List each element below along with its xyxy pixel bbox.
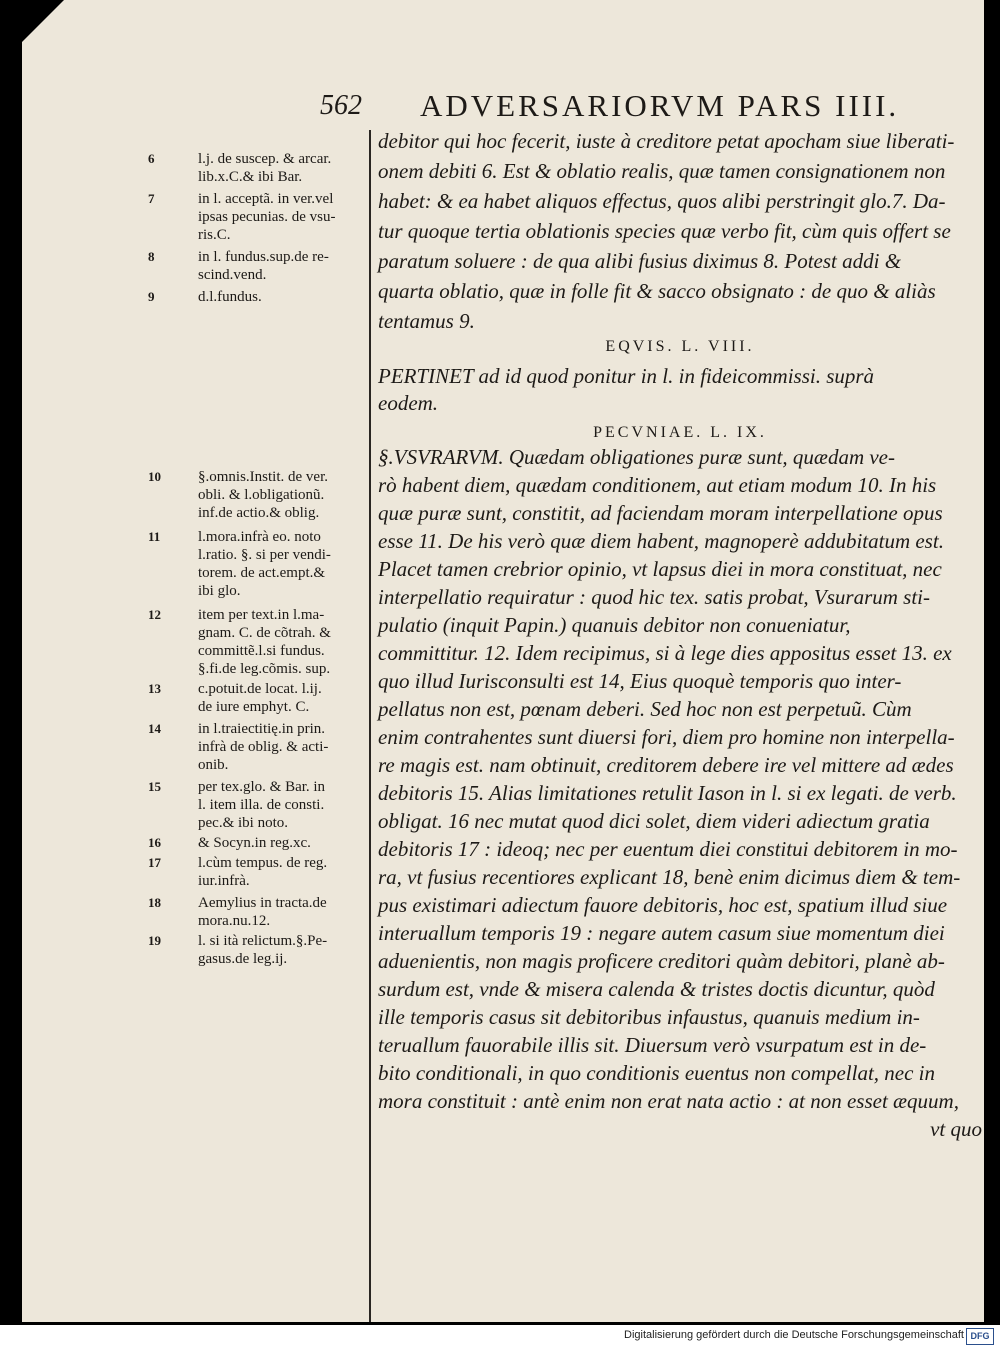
- note-number: 16: [148, 835, 161, 850]
- note-text: gasus.de leg.ij.: [198, 951, 288, 967]
- book-page: [22, 0, 984, 1322]
- column-divider: [369, 130, 371, 1322]
- note-text: lib.x.C.& ibi Bar.: [198, 169, 303, 185]
- text-line: ra, vt fusius recentiores explicant 18, benè enim dicimus diem & tem-: [378, 865, 961, 889]
- note-text: item per text.in l.ma-: [198, 607, 325, 623]
- note-text: pec.& ibi noto.: [198, 815, 288, 831]
- note-text: l.mora.infrà eo. noto: [198, 529, 321, 545]
- text-line: eodem.: [378, 391, 439, 415]
- text-line: mora constituit : antè enim non erat nata actio : at non esset æquum,: [378, 1089, 959, 1113]
- note-text: committẽ.l.si fundus.: [198, 643, 325, 659]
- note-text: inf.de actio.& oblig.: [198, 505, 320, 521]
- text-line: committitur. 12. Idem recipimus, si à lege dies appositus esset 13. ex: [378, 641, 952, 665]
- text-line: tur quoque tertia oblationis species quæ verbo fit, cùm quis offert se: [378, 219, 951, 243]
- note-number: 9: [148, 289, 155, 304]
- text-line: pellatus non est, pœnam deberi. Sed hoc non est perpetuũ. Cùm: [378, 697, 912, 721]
- note-number: 7: [148, 191, 155, 206]
- note-text: ibi glo.: [198, 583, 241, 599]
- text-line: §.VSVRARVM. Quædam obligationes puræ sunt, quædam ve-: [378, 445, 895, 469]
- note-text: obli. & l.obligationũ.: [198, 487, 325, 503]
- note-text: l.j. de suscep. & arcar.: [198, 151, 332, 167]
- note-number: 10: [148, 469, 161, 484]
- note-text: de iure emphyt. C.: [198, 699, 310, 715]
- note-number: 15: [148, 779, 161, 794]
- note-text: torem. de act.empt.&: [198, 565, 326, 581]
- note-text: iur.infrà.: [198, 873, 250, 889]
- text-line: debitoris 15. Alias limitationes retulit Iason in l. si ex legati. de verb.: [378, 781, 957, 805]
- note-number: 17: [148, 855, 161, 870]
- text-line: paratum soluere : de qua alibi fusius diximus 8. Potest addi &: [378, 249, 902, 273]
- note-text: scind.vend.: [198, 267, 267, 283]
- note-text: l.cùm tempus. de reg.: [198, 855, 328, 871]
- text-line: re magis est. nam obtinuit, creditorem debere ire vel mittere ad ædes: [378, 753, 954, 777]
- note-text: l. item illa. de consti.: [198, 797, 325, 813]
- note-text: infrà de oblig. & acti-: [198, 739, 329, 755]
- text-line: tentamus 9.: [378, 309, 475, 333]
- text-line: quo illud Iurisconsulti est 14, Eius quoquè temporis quo inter-: [378, 669, 902, 693]
- note-text: in l. acceptã. in ver.vel: [198, 191, 334, 207]
- note-text: §.fi.de leg.cõmis. sup.: [198, 661, 331, 677]
- text-line: teruallum fauorabile illis sit. Diuersum verò vsurpatum est in de-: [378, 1033, 927, 1057]
- text-line: aduenientis, non magis proficere creditori quàm debitori, planè ab-: [378, 949, 945, 973]
- text-line: onem debiti 6. Est & oblatio realis, quæ tamen consignationem non: [378, 159, 946, 183]
- note-text: in l.traiectitię.in prin.: [198, 721, 326, 737]
- section-heading: EQVIS. L. VIII.: [605, 338, 755, 355]
- note-text: c.potuit.de locat. l.ij.: [198, 681, 322, 697]
- text-line: surdum est, vnde & misera calenda & tristes doctis dicuntur, quòd: [378, 977, 935, 1001]
- note-number: 14: [148, 721, 161, 736]
- catchword: vt quo: [930, 1117, 982, 1141]
- text-line: interuallum temporis 19 : negare autem casum siue momentum diei: [378, 921, 945, 945]
- note-number: 18: [148, 895, 161, 910]
- text-line: pulatio (inquit Papin.) quanuis debitor non conueniatur,: [378, 613, 851, 637]
- text-line: quarta oblatio, quæ in folle fit & sacco obsignato : de quo & aliàs: [378, 279, 936, 303]
- note-text: onib.: [198, 757, 229, 773]
- text-line: bito conditionali, in quo conditionis euentus non compellat, nec in: [378, 1061, 936, 1085]
- note-text: l.ratio. §. si per vendi-: [198, 547, 331, 563]
- note-text: ris.C.: [198, 227, 231, 243]
- dfg-logo: DFG: [966, 1328, 994, 1345]
- note-text: gnam. C. de cõtrah. &: [198, 625, 331, 641]
- text-line: interpellatio requiratur : quod hic tex. satis probat, Vsurarum sti-: [378, 585, 931, 609]
- text-line: rò habent diem, quædam conditionem, aut etiam modum 10. In his: [378, 473, 937, 497]
- text-line: esse 11. De his verò quæ diem habent, magnoperè addubitatum est.: [378, 529, 944, 553]
- text-line: enim contrahentes sunt diuersi fori, diem pro homine non interpella-: [378, 725, 955, 749]
- note-number: 8: [148, 249, 155, 264]
- note-text: & Socyn.in reg.xc.: [198, 835, 311, 851]
- note-number: 12: [148, 607, 161, 622]
- text-line: habet: & ea habet aliquos effectus, quos alibi perstringit glo.7. Da-: [378, 189, 946, 213]
- page-number: 562: [320, 90, 362, 121]
- text-line: debitor qui hoc fecerit, iuste à creditore petat apocham siue liberati-: [378, 129, 955, 153]
- note-number: 13: [148, 681, 161, 696]
- note-text: mora.nu.12.: [198, 913, 271, 929]
- page-header: [320, 88, 960, 124]
- text-line: debitoris 17 : ideoq; nec per euentum diei constitui debitorem in mo-: [378, 837, 958, 861]
- funding-credit: Digitalisierung gefördert durch die Deutsche Forschungsgemeinschaft: [624, 1329, 964, 1341]
- text-line: PERTINET ad id quod ponitur in l. in fideicommissi. suprà: [378, 364, 875, 388]
- note-number: 6: [148, 151, 155, 166]
- note-text: Aemylius in tracta.de: [198, 895, 327, 911]
- text-line: pus existimari adiectum fauore debitoris, hoc est, spatium illud siue: [378, 893, 948, 917]
- note-text: in l. fundus.sup.de re-: [198, 249, 329, 265]
- note-text: d.l.fundus.: [198, 289, 262, 305]
- page-corner-fold: [22, 0, 64, 42]
- note-text: §.omnis.Instit. de ver.: [198, 469, 328, 485]
- running-title: ADVERSARIORVM PARS IIII.: [420, 88, 900, 123]
- note-number: 11: [148, 529, 161, 544]
- text-line: Placet tamen crebrior opinio, vt lapsus diei in mora constituat, nec: [378, 557, 942, 581]
- note-text: per tex.glo. & Bar. in: [198, 779, 326, 795]
- note-text: l. si ità relictum.§.Pe-: [198, 933, 328, 949]
- text-line: quæ puræ sunt, constitit, ad faciendam moram interpellatione opus: [378, 501, 943, 525]
- note-text: ipsas pecunias. de vsu-: [198, 209, 336, 225]
- note-number: 19: [148, 933, 161, 948]
- text-line: obligat. 16 nec mutat quod dici solet, diem videri adiectum gratia: [378, 809, 930, 833]
- footer-bar: [0, 1325, 1000, 1347]
- text-line: ille temporis casus sit debitoribus infaustus, quanuis medium in-: [378, 1005, 920, 1029]
- section-heading: PECVNIAE. L. IX.: [593, 424, 767, 441]
